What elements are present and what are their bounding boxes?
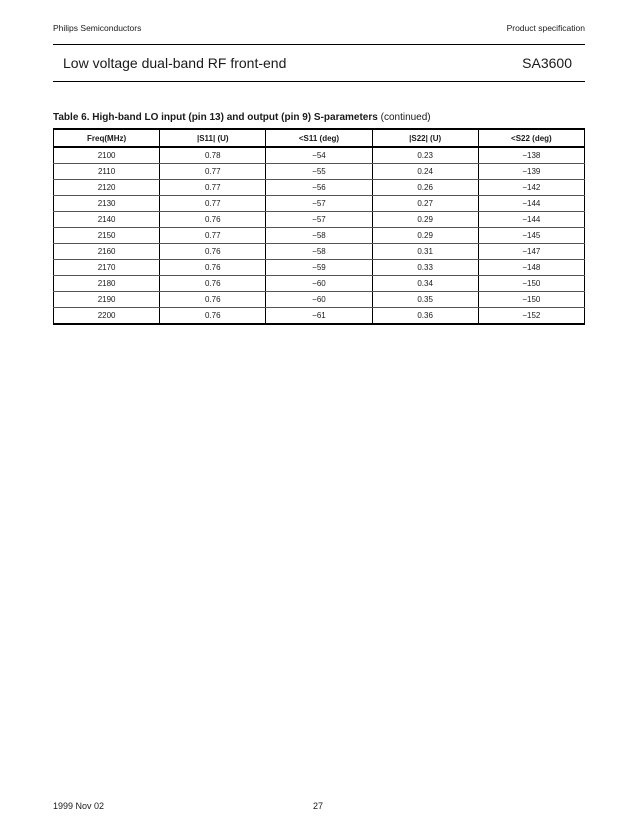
table-cell: −152 bbox=[478, 308, 584, 325]
table-row bbox=[54, 212, 585, 228]
table-cell: 0.76 bbox=[160, 308, 266, 325]
table-cell: −139 bbox=[478, 164, 584, 180]
table-cell: 0.77 bbox=[160, 196, 266, 212]
table-cell: −56 bbox=[266, 180, 372, 196]
table-row bbox=[54, 147, 585, 164]
table-cell: −145 bbox=[478, 228, 584, 244]
table-cell: 2130 bbox=[54, 196, 160, 212]
table-row bbox=[54, 276, 585, 292]
table-cell: 2100 bbox=[54, 147, 160, 164]
table-cell: −142 bbox=[478, 180, 584, 196]
part-number: SA3600 bbox=[522, 55, 572, 71]
table-cell: 0.31 bbox=[372, 244, 478, 260]
s-parameter-table bbox=[53, 128, 585, 325]
table-cell: −60 bbox=[266, 292, 372, 308]
table-cell: 0.26 bbox=[372, 180, 478, 196]
column-header: |S11| (U) bbox=[160, 129, 266, 147]
table-cell: 2140 bbox=[54, 212, 160, 228]
table-cell: 0.36 bbox=[372, 308, 478, 325]
table-cell: 2190 bbox=[54, 292, 160, 308]
table-row bbox=[54, 180, 585, 196]
table-cell: 2170 bbox=[54, 260, 160, 276]
table-cell: −55 bbox=[266, 164, 372, 180]
page-number: 27 bbox=[313, 801, 324, 811]
document-title: Low voltage dual-band RF front-end bbox=[63, 55, 287, 71]
table-cell: −144 bbox=[478, 196, 584, 212]
table-cell: 0.35 bbox=[372, 292, 478, 308]
table-caption-title: Table 6. High-band LO input (pin 13) and output (pin 9) S-parameters bbox=[53, 112, 378, 123]
table-cell: −144 bbox=[478, 212, 584, 228]
table-cell: 0.29 bbox=[372, 212, 478, 228]
table-cell: 2200 bbox=[54, 308, 160, 325]
table-row bbox=[54, 292, 585, 308]
column-header: |S22| (U) bbox=[372, 129, 478, 147]
table-caption bbox=[53, 112, 431, 123]
table-cell: 0.24 bbox=[372, 164, 478, 180]
table-cell: −150 bbox=[478, 276, 584, 292]
table-cell: −150 bbox=[478, 292, 584, 308]
table-caption-note: (continued) bbox=[380, 112, 431, 123]
table-row bbox=[54, 228, 585, 244]
table-cell: 0.27 bbox=[372, 196, 478, 212]
table-cell: −57 bbox=[266, 212, 372, 228]
table-cell: −59 bbox=[266, 260, 372, 276]
table-cell: 2120 bbox=[54, 180, 160, 196]
table-cell: 2150 bbox=[54, 228, 160, 244]
footer-date: 1999 Nov 02 bbox=[53, 801, 105, 811]
table-cell: 0.76 bbox=[160, 212, 266, 228]
table-cell: 0.76 bbox=[160, 292, 266, 308]
table-cell: 2110 bbox=[54, 164, 160, 180]
header-company: Philips Semiconductors bbox=[53, 23, 142, 33]
table-row bbox=[54, 244, 585, 260]
table-cell: 0.77 bbox=[160, 180, 266, 196]
table-cell: 2160 bbox=[54, 244, 160, 260]
title-bar bbox=[53, 44, 585, 82]
table-cell: −58 bbox=[266, 244, 372, 260]
table-cell: 0.78 bbox=[160, 147, 266, 164]
table-cell: −57 bbox=[266, 196, 372, 212]
table-cell: −61 bbox=[266, 308, 372, 325]
table-cell: 0.77 bbox=[160, 228, 266, 244]
table-cell: −147 bbox=[478, 244, 584, 260]
table-cell: 2180 bbox=[54, 276, 160, 292]
column-header: <S11 (deg) bbox=[266, 129, 372, 147]
column-header: <S22 (deg) bbox=[478, 129, 584, 147]
header-doc-type: Product specification bbox=[506, 23, 585, 33]
table-cell: 0.76 bbox=[160, 260, 266, 276]
table-cell: 0.23 bbox=[372, 147, 478, 164]
table-cell: −58 bbox=[266, 228, 372, 244]
table-cell: −54 bbox=[266, 147, 372, 164]
table-cell: 0.77 bbox=[160, 164, 266, 180]
table-cell: 0.34 bbox=[372, 276, 478, 292]
table-header-row bbox=[54, 129, 585, 147]
table-row bbox=[54, 260, 585, 276]
table-cell: 0.33 bbox=[372, 260, 478, 276]
table-row bbox=[54, 196, 585, 212]
table-cell: −148 bbox=[478, 260, 584, 276]
table-cell: −138 bbox=[478, 147, 584, 164]
table-cell: −60 bbox=[266, 276, 372, 292]
table-row bbox=[54, 308, 585, 325]
column-header: Freq(MHz) bbox=[54, 129, 160, 147]
table-cell: 0.76 bbox=[160, 276, 266, 292]
table-row bbox=[54, 164, 585, 180]
table-cell: 0.29 bbox=[372, 228, 478, 244]
table-cell: 0.76 bbox=[160, 244, 266, 260]
